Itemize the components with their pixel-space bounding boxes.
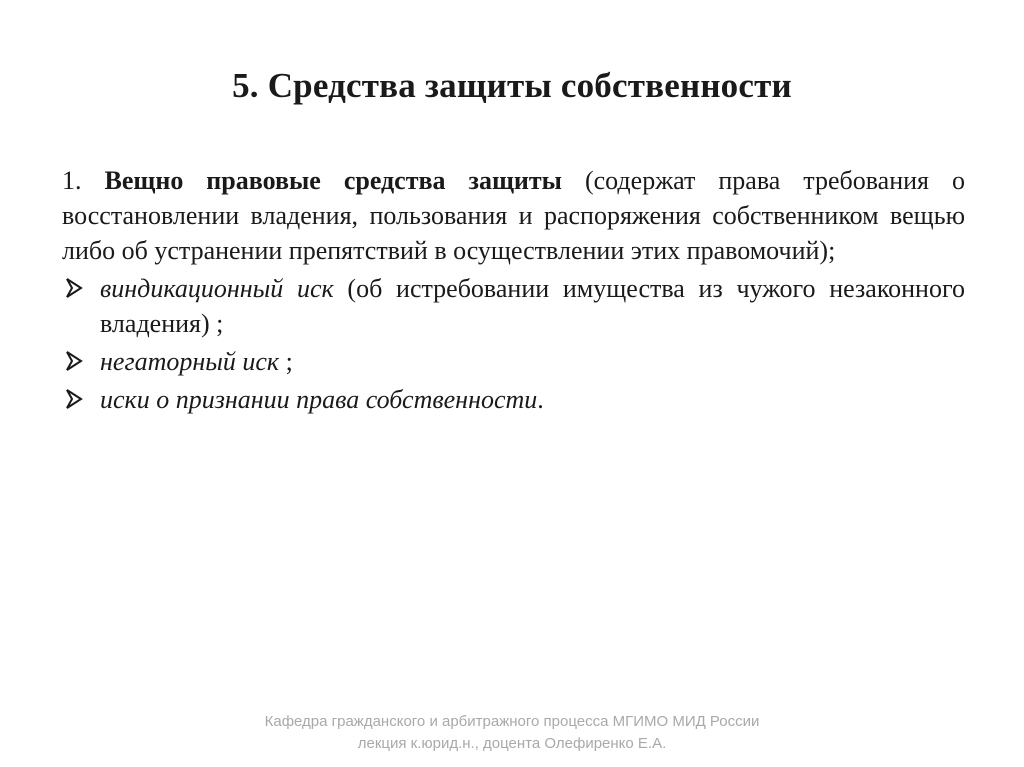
slide-title: 5. Средства защиты собственности [232,66,792,105]
list-item [62,344,965,379]
intro-bold-text: Вещно правовые средства защиты [104,166,562,195]
list-item [62,271,965,341]
slide-content [62,163,965,420]
intro-number: 1. [62,166,82,195]
footer-line-2: лекция к.юрид.н., доцента Олефиренко Е.А. [357,735,667,752]
footer-line-1: Кафедра гражданского и арбитражного процесса МГИМО МИД России [264,713,760,730]
bullet-term: негаторный иск [100,347,280,376]
list-item [62,382,965,417]
bullet-rest: . [537,385,544,414]
arrow-bullet-icon [64,273,90,303]
intro-rest-text: (содержат права требования о восстановлении владения, пользования и распоряжения собственником вещью либо об устранении препятствий в осуществлении этих правомочий); [62,166,966,265]
arrow-bullet-icon [64,346,90,376]
bullet-list [62,271,965,417]
arrow-bullet-icon [64,384,90,414]
bullet-term: иски о признании права собственности [100,385,538,414]
slide-footer [0,711,1024,755]
bullet-term: виндикационный иск [100,274,334,303]
bullet-rest: (об истребовании имущества из чужого незаконного владения) ; [100,274,965,338]
bullet-rest: ; [279,347,293,376]
intro-paragraph [62,163,965,268]
